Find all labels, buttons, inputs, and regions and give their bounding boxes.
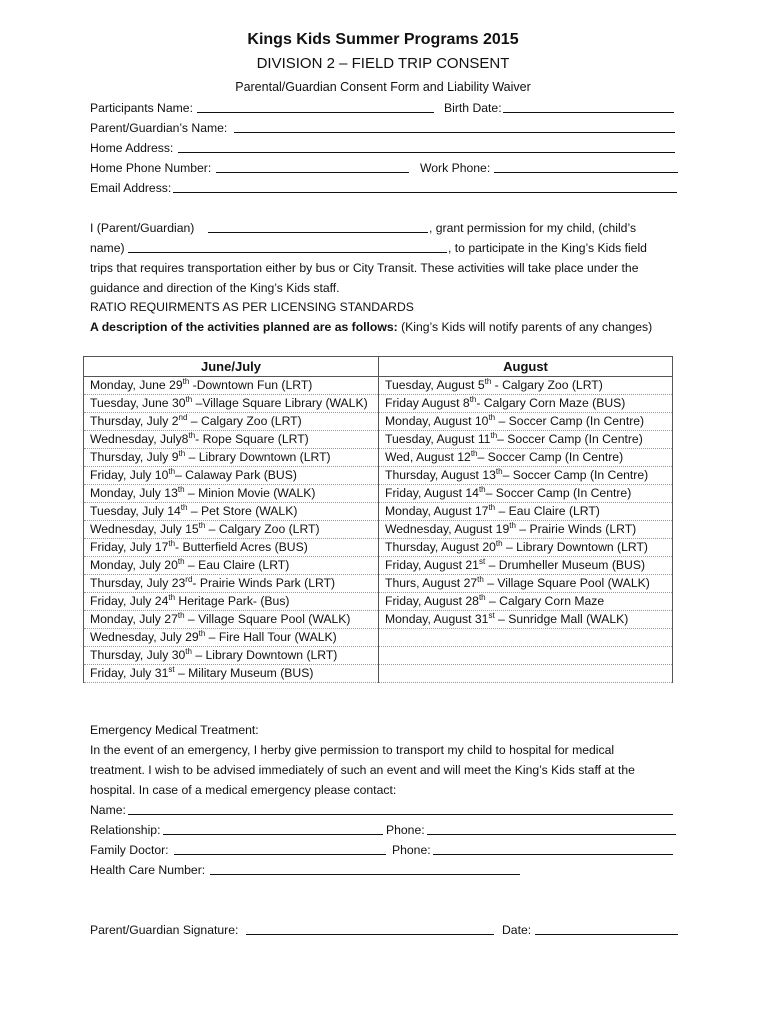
form-title: Kings Kids Summer Programs 2015 (247, 31, 519, 48)
table-row (84, 467, 673, 485)
august-activity: Thurs, August 27th – Village Square Pool (WALK) (379, 575, 673, 593)
table-row (84, 413, 673, 431)
ordinal-suffix: th (177, 611, 185, 620)
ordinal-suffix: nd (178, 413, 188, 422)
june-july-activity: Thursday, July 9th – Library Downtown (LRT) (84, 449, 379, 467)
date-label: Date: (502, 923, 532, 937)
signature-row (90, 921, 676, 939)
column-header-june-july: June/July (84, 357, 379, 377)
home-address-label: Home Address: (90, 141, 174, 155)
participant-name-field[interactable] (197, 112, 434, 113)
activities-description-note: (King’s Kids will notify parents of any changes) (397, 320, 653, 334)
form-name: Parental/Guardian Consent Form and Liability Waiver (235, 80, 531, 94)
home-address-field[interactable] (178, 152, 675, 153)
home-phone-label: Home Phone Number: (90, 161, 212, 175)
ordinal-suffix: th (469, 395, 477, 404)
activities-description (90, 318, 652, 336)
august-activity: Friday August 8th- Calgary Corn Maze (BUS) (379, 395, 673, 413)
relationship-row (90, 821, 676, 839)
ordinal-suffix: th (177, 557, 185, 566)
ordinal-suffix: th (168, 593, 176, 602)
ordinal-suffix: th (495, 467, 503, 476)
table-row (84, 593, 673, 611)
home-phone-field[interactable] (216, 172, 409, 173)
june-july-activity: Tuesday, June 30th –Village Square Library (WALK) (84, 395, 379, 413)
home-address-row (90, 139, 676, 157)
health-care-row (90, 861, 676, 879)
june-july-activity: Friday, July 10th– Calaway Park (BUS) (84, 467, 379, 485)
birth-date-field[interactable] (503, 112, 674, 113)
august-activity: Friday, August 14th– Soccer Camp (In Centre) (379, 485, 673, 503)
june-july-activity: Friday, July 24th Heritage Park- (Bus) (84, 593, 379, 611)
emergency-text-1: In the event of an emergency, I herby give permission to transport my child to hospital for medical (90, 743, 615, 757)
ordinal-suffix: th (185, 647, 192, 656)
ordinal-suffix: th (168, 539, 176, 548)
ordinal-suffix: th (509, 521, 516, 530)
august-activity: Tuesday, August 11th– Soccer Camp (In Centre) (379, 431, 673, 449)
table-row (84, 539, 673, 557)
family-doctor-row (90, 841, 676, 859)
table-row (84, 665, 673, 683)
table-row (84, 431, 673, 449)
ordinal-suffix: th (198, 629, 206, 638)
relationship-label: Relationship: (90, 823, 161, 837)
august-activity: Wed, August 12th– Soccer Camp (In Centre) (379, 449, 673, 467)
table-row (84, 629, 673, 647)
august-activity: Friday, August 28th – Calgary Corn Maze (379, 593, 673, 611)
august-activity: Monday, August 10th – Soccer Camp (In Centre) (379, 413, 673, 431)
ordinal-suffix: th (178, 449, 186, 458)
ordinal-suffix: th (488, 503, 496, 512)
contact-name-row (90, 801, 676, 819)
ratio-requirements: RATIO REQUIRMENTS AS PER LICENSING STANDARDS (90, 300, 414, 314)
permission-text: , to participate in the King’s Kids field (448, 241, 647, 255)
guardian-name-field[interactable] (234, 132, 675, 133)
august-activity (379, 629, 673, 647)
phone-row (90, 159, 676, 177)
guardian-name-row (90, 119, 676, 137)
august-activity: Tuesday, August 5th - Calgary Zoo (LRT) (379, 377, 673, 395)
participant-name-label: Participants Name: (90, 101, 193, 115)
ordinal-suffix: th (495, 539, 503, 548)
august-activity: Wednesday, August 19th – Prairie Winds (LRT) (379, 521, 673, 539)
june-july-activity: Wednesday, July 29th – Fire Hall Tour (WALK) (84, 629, 379, 647)
doctor-phone-field[interactable] (433, 854, 673, 855)
work-phone-field[interactable] (494, 172, 678, 173)
activities-description-bold: A description of the activities planned are as follows: (90, 320, 398, 334)
family-doctor-label: Family Doctor: (90, 843, 169, 857)
work-phone-label: Work Phone: (420, 161, 491, 175)
ordinal-suffix: st (478, 557, 486, 566)
june-july-activity: Monday, July 13th – Minion Movie (WALK) (84, 485, 379, 503)
birth-date-label: Birth Date: (444, 101, 502, 115)
permission-line-3: trips that requires transportation either by bus or City Transit. These activities will take place under the (90, 261, 639, 275)
ordinal-suffix: th (488, 413, 496, 422)
june-july-activity: Friday, July 17th- Butterfield Acres (BUS) (84, 539, 379, 557)
signature-field[interactable] (246, 934, 494, 935)
june-july-activity: Wednesday, July8th- Rope Square (LRT) (84, 431, 379, 449)
august-activity: Friday, August 21st – Drumheller Museum (BUS) (379, 557, 673, 575)
health-care-label: Health Care Number: (90, 863, 206, 877)
participant-name-row (90, 99, 676, 117)
permission-line-2 (90, 239, 676, 257)
ordinal-suffix: th (198, 521, 206, 530)
table-row (84, 575, 673, 593)
ordinal-suffix: th (177, 485, 185, 494)
permission-line-1 (90, 219, 676, 237)
emergency-text-3: hospital. In case of a medical emergency please contact: (90, 783, 397, 797)
august-activity: Thursday, August 13th– Soccer Camp (In Centre) (379, 467, 673, 485)
ordinal-suffix: th (185, 395, 193, 404)
august-activity: Monday, August 31st – Sunridge Mall (WALK) (379, 611, 673, 629)
ordinal-suffix: th (478, 485, 486, 494)
ordinal-suffix: th (477, 575, 484, 584)
ordinal-suffix: th (168, 467, 176, 476)
permission-text: name) (90, 241, 125, 255)
family-doctor-field[interactable] (174, 854, 386, 855)
permission-text: , grant permission for my child, (child’s (429, 221, 637, 235)
table-row (84, 395, 673, 413)
table-row (84, 521, 673, 539)
ordinal-suffix: th (188, 431, 196, 440)
relationship-field[interactable] (163, 834, 383, 835)
guardian-permission-field[interactable] (208, 232, 428, 233)
table-row (84, 503, 673, 521)
child-name-field[interactable] (128, 252, 447, 253)
june-july-activity: Thursday, July 30th – Library Downtown (LRT) (84, 647, 379, 665)
form-subtitle: DIVISION 2 – FIELD TRIP CONSENT (256, 55, 510, 72)
june-july-activity: Thursday, July 23rd- Prairie Winds Park (LRT) (84, 575, 379, 593)
june-july-activity: Thursday, July 2nd – Calgary Zoo (LRT) (84, 413, 379, 431)
august-activity: Thursday, August 20th – Library Downtown (LRT) (379, 539, 673, 557)
contact-phone-field[interactable] (427, 834, 676, 835)
june-july-activity: Friday, July 31st – Military Museum (BUS) (84, 665, 379, 683)
date-field[interactable] (535, 934, 678, 935)
permission-line-4: guidance and direction of the King’s Kids staff. (90, 281, 340, 295)
table-row (84, 377, 673, 395)
doctor-phone-label: Phone: (392, 843, 431, 857)
ordinal-suffix: st (168, 665, 175, 674)
ordinal-suffix: th (484, 377, 492, 386)
table-row (84, 449, 673, 467)
email-label: Email Address: (90, 181, 172, 195)
august-activity (379, 665, 673, 683)
august-activity (379, 647, 673, 665)
june-july-activity: Monday, July 27th – Village Square Pool (WALK) (84, 611, 379, 629)
june-july-activity: Monday, July 20th – Eau Claire (LRT) (84, 557, 379, 575)
june-july-activity: Tuesday, July 14th – Pet Store (WALK) (84, 503, 379, 521)
june-july-activity: Wednesday, July 15th – Calgary Zoo (LRT) (84, 521, 379, 539)
table-row (84, 557, 673, 575)
table-row (84, 611, 673, 629)
ordinal-suffix: th (478, 593, 486, 602)
email-field[interactable] (173, 192, 677, 193)
table-row (84, 647, 673, 665)
contact-phone-label: Phone: (386, 823, 425, 837)
august-activity: Monday, August 17th – Eau Claire (LRT) (379, 503, 673, 521)
contact-name-label: Name: (90, 803, 126, 817)
emergency-text-2: treatment. I wish to be advised immediately of such an event and will meet the King’s Kids staff at the (90, 763, 635, 777)
contact-name-field[interactable] (128, 814, 673, 815)
ordinal-suffix: th (180, 503, 188, 512)
june-july-activity: Monday, June 29th -Downtown Fun (LRT) (84, 377, 379, 395)
activities-table-body (84, 377, 673, 683)
ordinal-suffix: st (488, 611, 495, 620)
email-row (90, 179, 676, 197)
signature-label: Parent/Guardian Signature: (90, 923, 239, 937)
table-row (84, 485, 673, 503)
permission-text: I (Parent/Guardian) (90, 221, 195, 235)
guardian-name-label: Parent/Guardian’s Name: (90, 121, 228, 135)
health-care-field[interactable] (210, 874, 520, 875)
ordinal-suffix: th (490, 431, 498, 440)
ordinal-suffix: th (182, 377, 190, 386)
column-header-august: August (379, 357, 673, 377)
ordinal-suffix: th (470, 449, 478, 458)
ordinal-suffix: rd (185, 575, 193, 584)
activities-table (83, 356, 673, 683)
emergency-heading: Emergency Medical Treatment: (90, 723, 259, 737)
